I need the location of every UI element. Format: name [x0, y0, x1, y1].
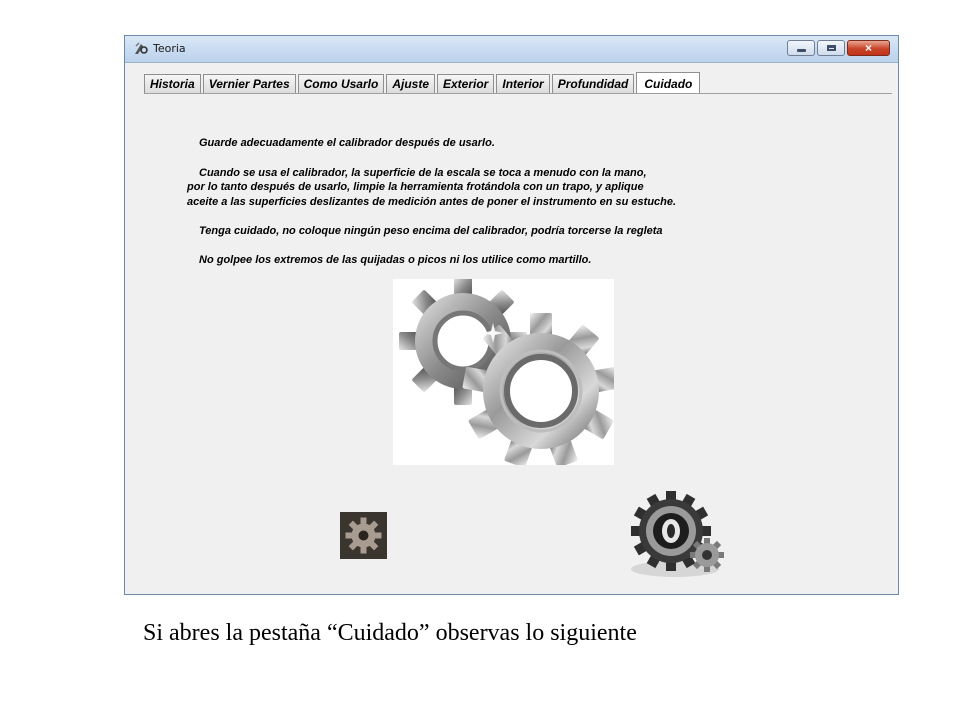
- maximize-icon: [827, 45, 836, 51]
- close-icon: ×: [864, 41, 872, 55]
- care-text-line-1: Guarde adecuadamente el calibrador después de usarlo.: [199, 137, 495, 149]
- minimize-button[interactable]: [787, 40, 815, 56]
- window-controls: [787, 40, 890, 57]
- gear-button-icon[interactable]: [340, 512, 387, 559]
- minimize-icon: [797, 49, 806, 52]
- tab-vernier-partes[interactable]: Vernier Partes: [203, 74, 296, 93]
- app-icon: [133, 41, 149, 57]
- window-title: Teoria: [153, 42, 186, 55]
- care-text-line-2: Cuando se usa el calibrador, la superficie de la escala se toca a menudo con la mano,: [199, 167, 647, 179]
- tab-historia[interactable]: Historia: [144, 74, 201, 93]
- care-text-line-3: por lo tanto después de usarlo, limpie la herramienta frotándola con un trapo, y aplique: [187, 181, 644, 193]
- care-text-line-6: No golpee los extremos de las quijadas o picos ni los utilice como martillo.: [199, 254, 592, 266]
- title-bar[interactable]: [125, 36, 898, 63]
- tab-strip: [144, 71, 702, 93]
- care-text-line-4: aceite a las superficies deslizantes de medición antes de poner el instrumento en su estuche.: [187, 196, 677, 208]
- tab-exterior[interactable]: Exterior: [437, 74, 494, 93]
- gear-logo-icon: [625, 491, 730, 581]
- tab-profundidad[interactable]: Profundidad: [552, 74, 635, 93]
- close-button[interactable]: [847, 40, 890, 56]
- care-text-line-5: Tenga cuidado, no coloque ningún peso encima del calibrador, podría torcerse la regleta: [199, 225, 663, 237]
- maximize-button[interactable]: [817, 40, 845, 56]
- tab-panel-border: [144, 93, 892, 94]
- tab-como-usarlo[interactable]: Como Usarlo: [298, 74, 385, 93]
- tab-interior[interactable]: Interior: [496, 74, 549, 93]
- teoria-window: [124, 35, 899, 595]
- tab-ajuste[interactable]: Ajuste: [386, 74, 435, 93]
- slide-caption: Si abres la pestaña “Cuidado” observas lo siguiente: [143, 620, 637, 646]
- gears-image: [393, 279, 614, 465]
- tab-cuidado[interactable]: Cuidado: [636, 72, 700, 94]
